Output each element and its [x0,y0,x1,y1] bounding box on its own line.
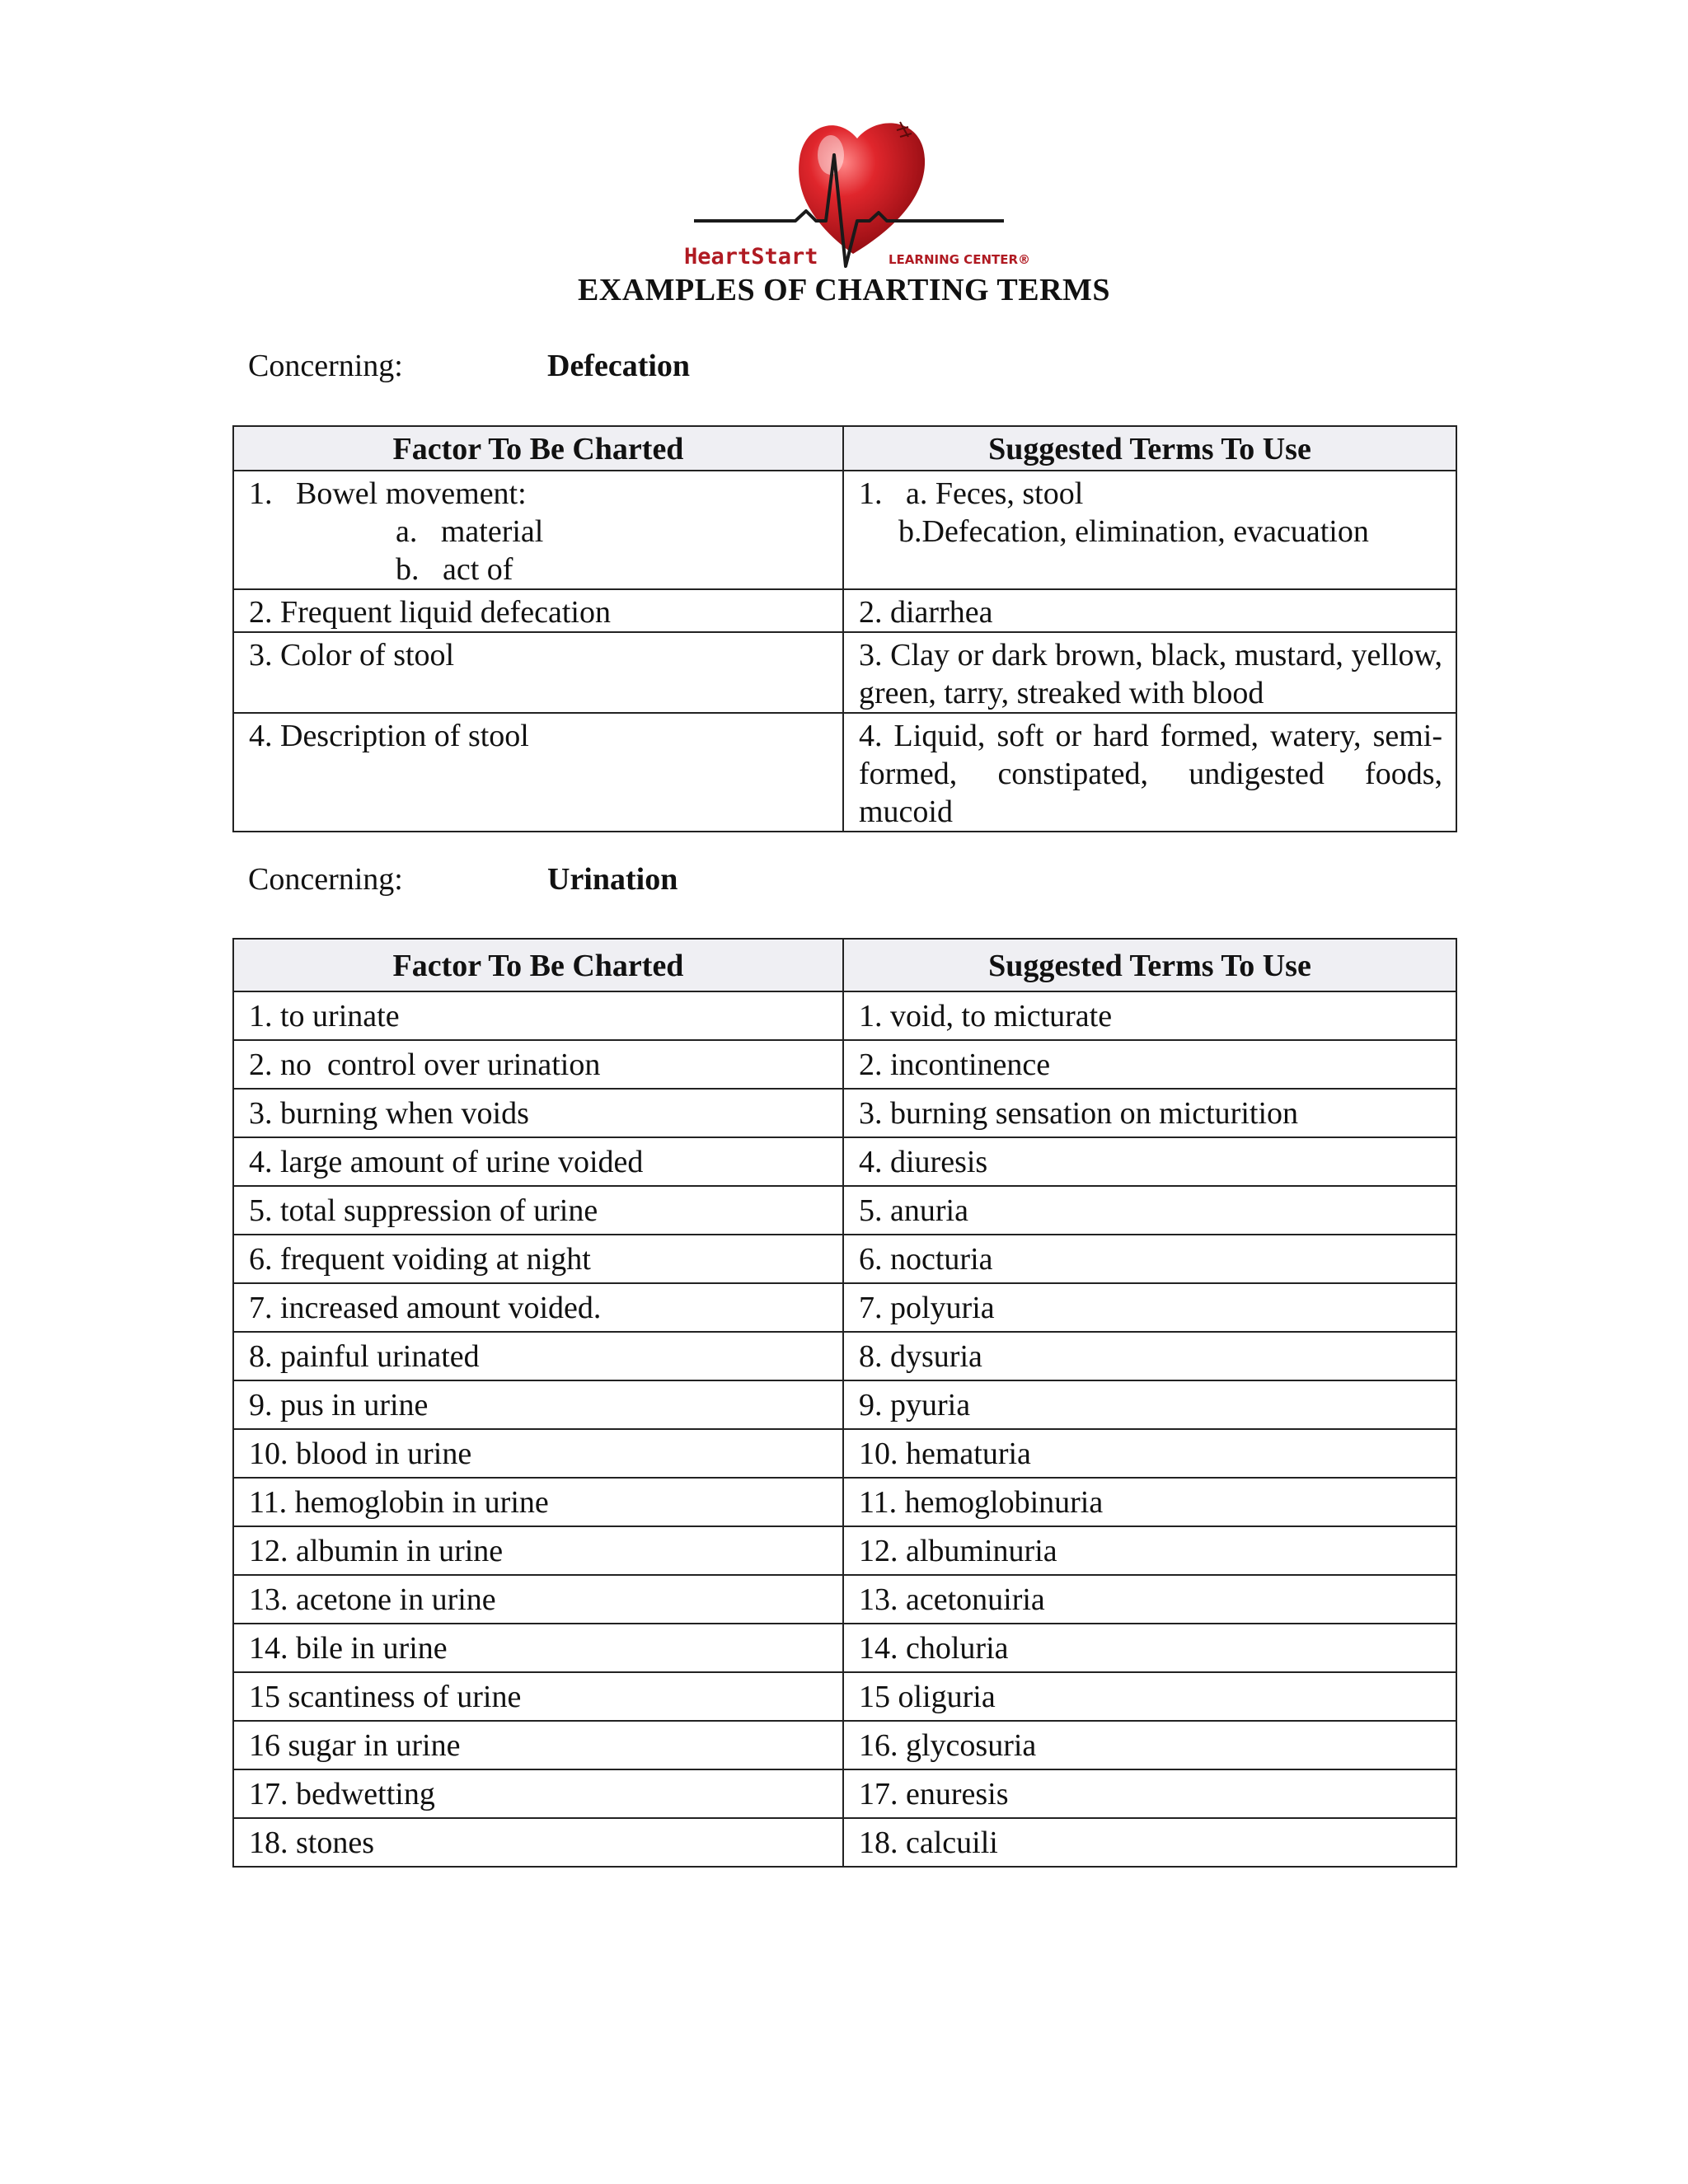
header-factor: Factor To Be Charted [233,939,843,991]
terms-cell: 1. void, to micturate [843,991,1456,1040]
factor-cell: 13. acetone in urine [233,1575,843,1624]
factor-cell: 15 scantiness of urine [233,1672,843,1721]
factor-cell: 16 sugar in urine [233,1721,843,1769]
table-row [233,1283,1456,1332]
factor-cell: 3. Color of stool [233,632,843,713]
table-row [233,713,1456,832]
terms-cell: 2. diarrhea [843,589,1456,632]
header-factor: Factor To Be Charted [233,426,843,471]
table-row [233,1526,1456,1575]
concerning-label: Concerning: [248,349,403,383]
table-row [233,1721,1456,1769]
table-row [233,632,1456,713]
factor-cell: 10. blood in urine [233,1429,843,1478]
terms-cell: 5. anuria [843,1186,1456,1235]
header-terms: Suggested Terms To Use [843,426,1456,471]
table-row [233,589,1456,632]
terms-cell [843,471,1456,589]
terms-cell: 14. choluria [843,1624,1456,1672]
terms-cell: 2. incontinence [843,1040,1456,1089]
terms-line: 1. a. Feces, stool [859,476,1084,511]
table-row [233,1186,1456,1235]
concerning-label: Concerning: [248,862,403,897]
terms-cell: 9. pyuria [843,1380,1456,1429]
factor-cell: 8. painful urinated [233,1332,843,1380]
terms-cell: 11. hemoglobinuria [843,1478,1456,1526]
terms-cell: 15 oliguria [843,1672,1456,1721]
table-row [233,1478,1456,1526]
terms-cell: 8. dysuria [843,1332,1456,1380]
terms-cell: 4. diuresis [843,1137,1456,1186]
factor-cell: 6. frequent voiding at night [233,1235,843,1283]
terms-line: b.Defecation, elimination, evacuation [898,514,1369,549]
factor-subitem: a. material [396,514,544,549]
terms-cell: 7. polyuria [843,1283,1456,1332]
factor-cell: 1. to urinate [233,991,843,1040]
terms-cell: 3. burning sensation on micturition [843,1089,1456,1137]
terms-cell: 10. hematuria [843,1429,1456,1478]
urination-table [232,938,1457,1868]
terms-cell: 3. Clay or dark brown, black, mustard, yellow, green, tarry, streaked with blood [843,632,1456,713]
concerning-defecation [248,348,690,389]
table-row [233,471,1456,589]
concerning-urination [248,861,678,902]
table-row [233,1575,1456,1624]
table-row [233,1429,1456,1478]
table-row [233,1089,1456,1137]
table-row [233,1672,1456,1721]
factor-cell: 5. total suppression of urine [233,1186,843,1235]
page-title: EXAMPLES OF CHARTING TERMS [577,273,1111,307]
factor-cell: 18. stones [233,1818,843,1867]
terms-cell: 18. calcuili [843,1818,1456,1867]
factor-cell: 2. Frequent liquid defecation [233,589,843,632]
table-row [233,991,1456,1040]
logo-brand: HeartStart [684,244,818,269]
concerning-topic: Defecation [547,349,691,383]
factor-cell: 4. large amount of urine voided [233,1137,843,1186]
header-terms: Suggested Terms To Use [843,939,1456,991]
table-row [233,1769,1456,1818]
table-row [233,1137,1456,1186]
factor-cell: 11. hemoglobin in urine [233,1478,843,1526]
factor-cell: 7. increased amount voided. [233,1283,843,1332]
factor-cell: 9. pus in urine [233,1380,843,1429]
factor-cell: 14. bile in urine [233,1624,843,1672]
table-header-row [233,939,1456,991]
table-row [233,1235,1456,1283]
factor-cell: 4. Description of stool [233,713,843,832]
heart-icon [799,122,925,254]
defecation-table [232,425,1457,832]
logo-tagline: LEARNING CENTER® [889,252,1031,267]
heartstart-logo [684,97,1031,279]
factor-subitem: b. act of [396,552,513,587]
factor-cell: 17. bedwetting [233,1769,843,1818]
factor-cell [233,471,843,589]
terms-cell: 13. acetonuiria [843,1575,1456,1624]
table-row [233,1380,1456,1429]
table-row [233,1818,1456,1867]
factor-line: 1. Bowel movement: [249,476,527,511]
factor-cell: 3. burning when voids [233,1089,843,1137]
terms-cell: 6. nocturia [843,1235,1456,1283]
table-row [233,1624,1456,1672]
terms-cell: 4. Liquid, soft or hard formed, watery, semi-formed, constipated, undigested foods, mucoid [843,713,1456,832]
terms-cell: 16. glycosuria [843,1721,1456,1769]
table-header-row [233,426,1456,471]
concerning-topic: Urination [547,862,678,897]
factor-cell: 12. albumin in urine [233,1526,843,1575]
factor-cell: 2. no control over urination [233,1040,843,1089]
terms-cell: 12. albuminuria [843,1526,1456,1575]
table-row [233,1040,1456,1089]
terms-cell: 17. enuresis [843,1769,1456,1818]
table-row [233,1332,1456,1380]
